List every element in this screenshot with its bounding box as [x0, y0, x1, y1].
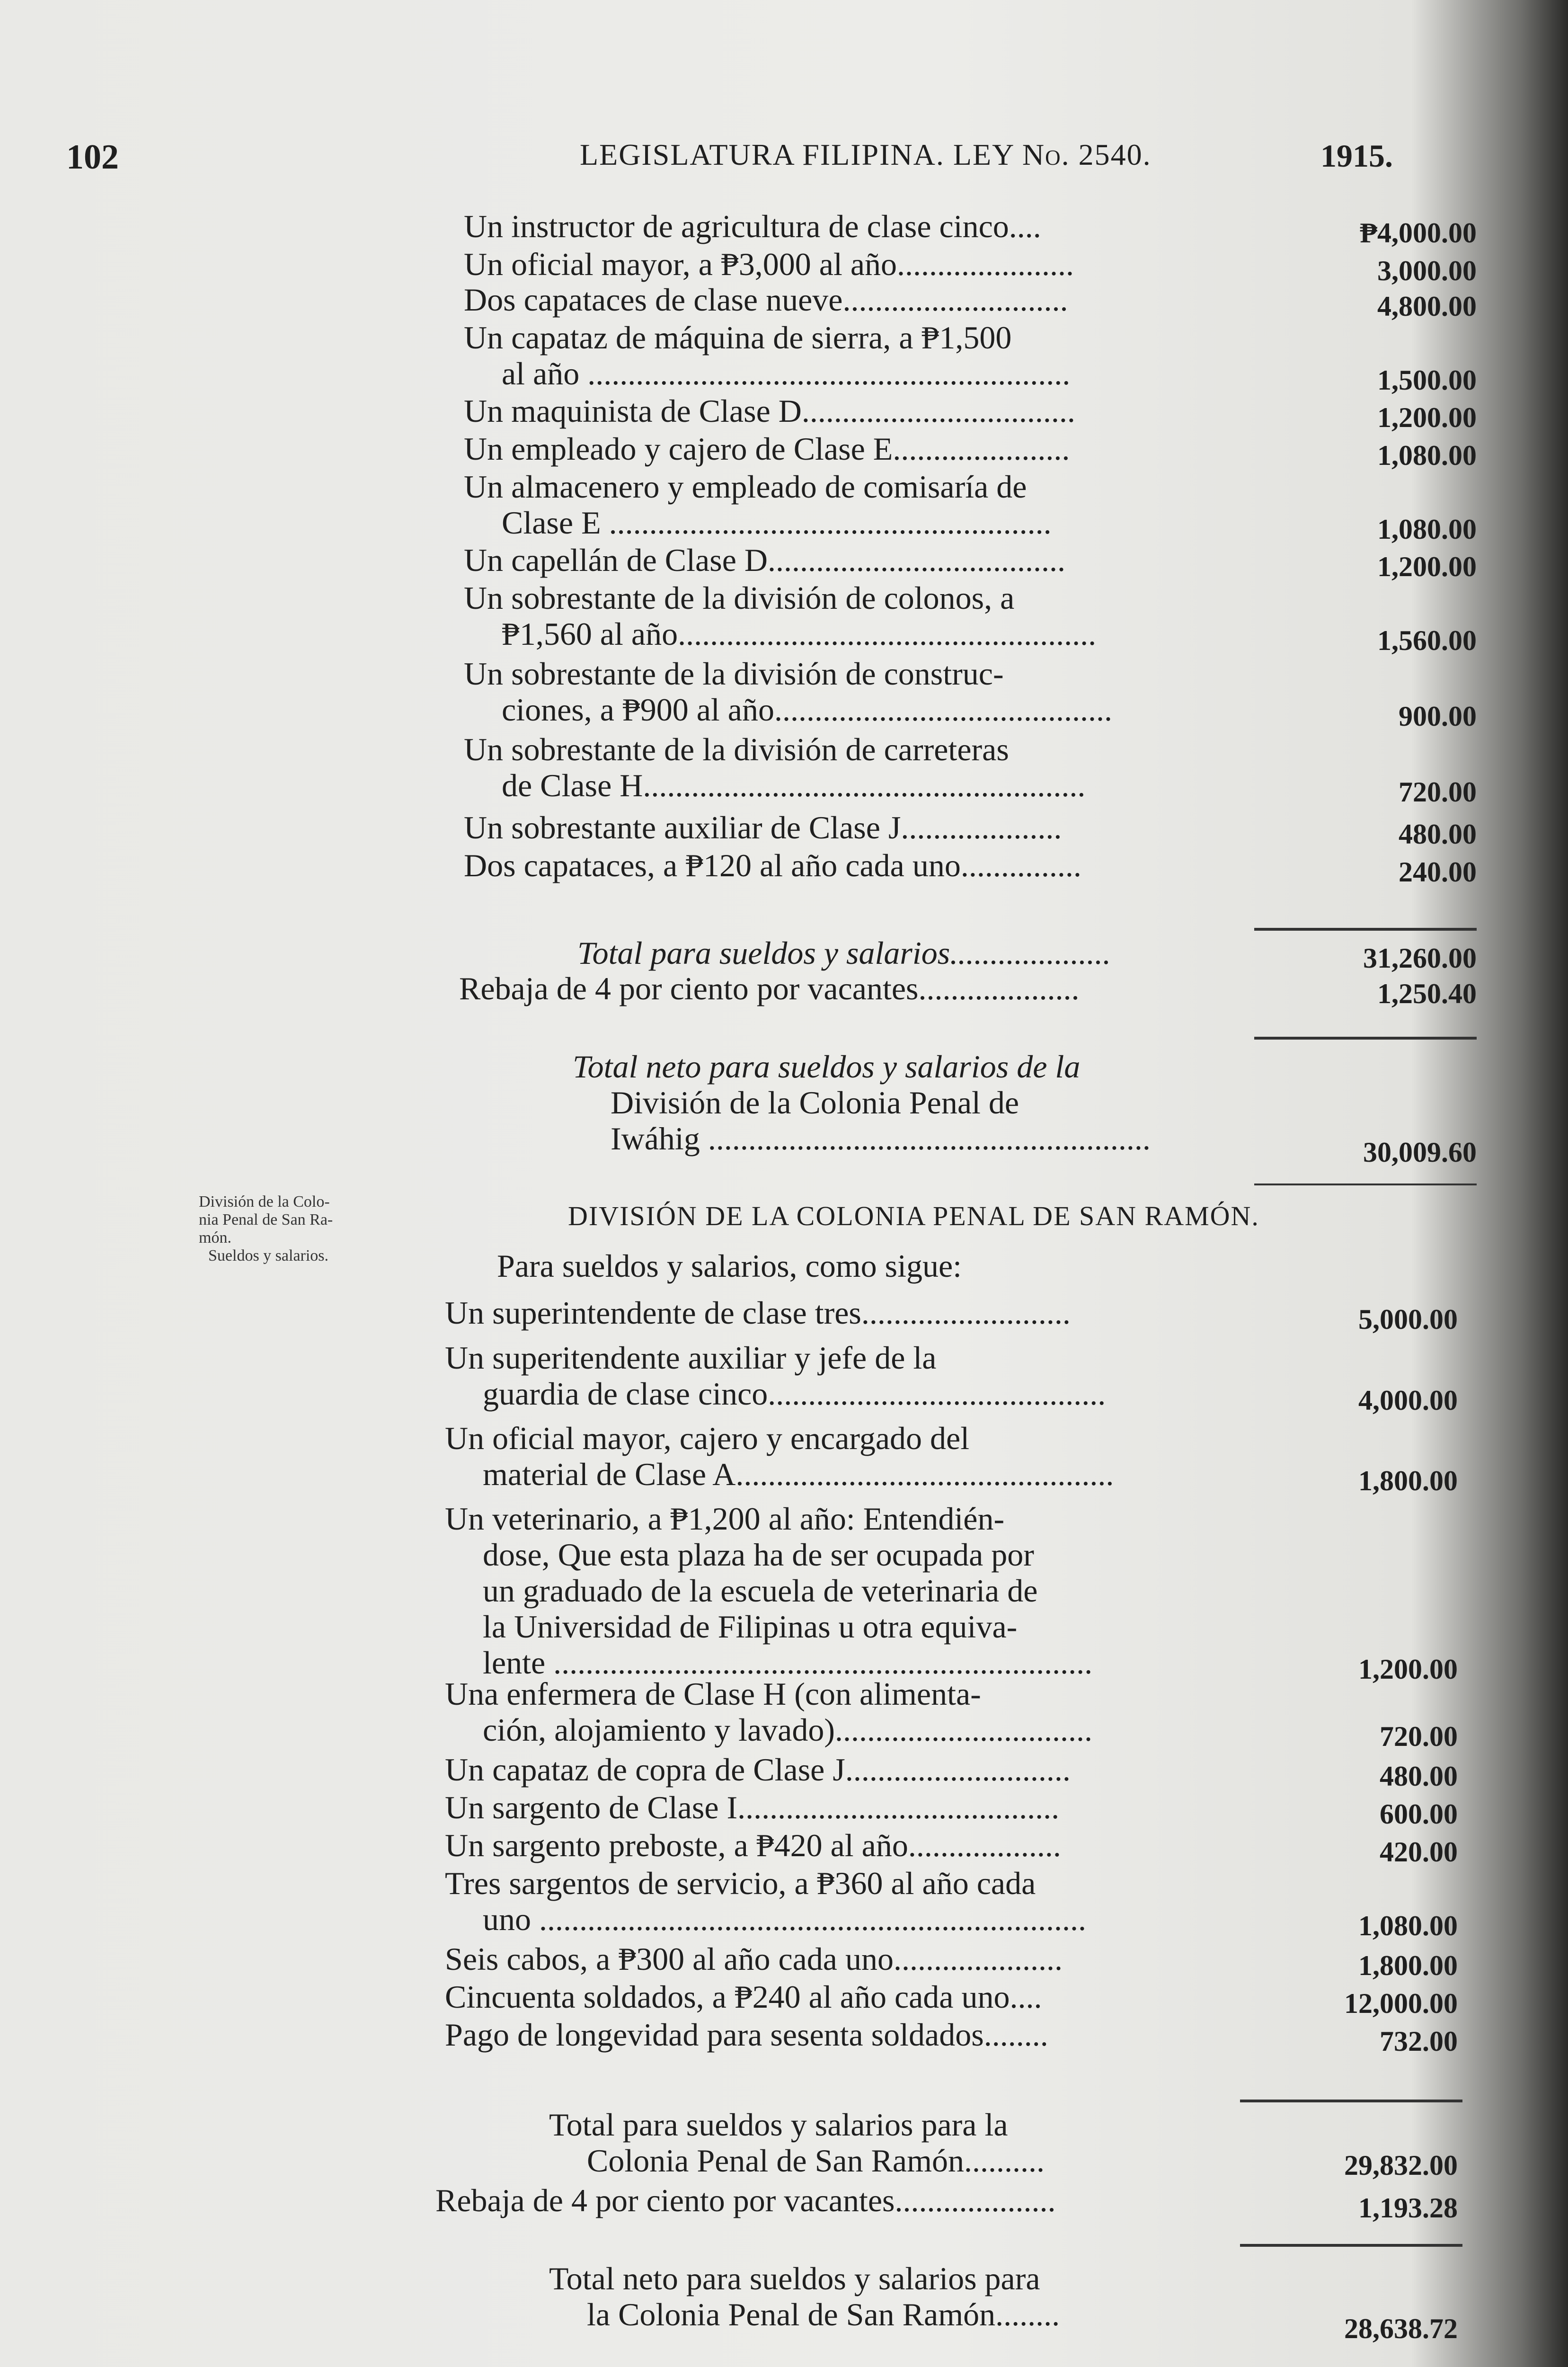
net-rule: [1254, 1037, 1477, 1040]
line-item-text: material de Clase A...............................................: [483, 1456, 1114, 1492]
line-item: [445, 1420, 1249, 1492]
line-item: [445, 2017, 1249, 2053]
iwahig-total-amount: 31,260.00: [1363, 943, 1477, 974]
line-item: [464, 580, 1268, 652]
line-item-text: guardia de clase cinco..........................................: [483, 1376, 1106, 1412]
line-item-text: Dos capataces, a ₱120 al año cada uno...............: [464, 847, 1081, 883]
line-item: [464, 282, 1268, 318]
sr-net-rule: [1240, 2244, 1462, 2247]
line-item-amount: ₱4,000.00: [1360, 217, 1477, 249]
line-item-text: dose, Que esta plaza ha de ser ocupada por: [483, 1537, 1034, 1573]
line-item: [445, 1676, 1249, 1748]
line-item-text: ciones, a ₱900 al año..........................................: [502, 692, 1112, 728]
line-item-text: Pago de longevidad para sesenta soldados........: [445, 2017, 1048, 2053]
line-item-text: Un oficial mayor, a ₱3,000 al año......................: [464, 246, 1074, 282]
line-item-amount: 732.00: [1380, 2026, 1458, 2057]
line-item: [464, 656, 1268, 728]
line-item-text: Un instructor de agricultura de clase cinco....: [464, 208, 1041, 244]
line-item: [464, 246, 1268, 282]
line-item-amount: 1,800.00: [1358, 1465, 1458, 1496]
line-item-text: Un superintendente de clase tres..........................: [445, 1295, 1071, 1331]
line-item: [445, 1501, 1249, 1681]
line-item-text: Un capellán de Clase D.....................................: [464, 542, 1065, 578]
line-item-text: la Universidad de Filipinas u otra equiva-: [483, 1609, 1018, 1645]
line-item-text: Un capataz de máquina de sierra, a ₱1,500: [464, 320, 1012, 356]
section-rule: [1254, 1184, 1477, 1185]
line-item-text: Un sargento preboste, a ₱420 al año...................: [445, 1827, 1061, 1863]
line-item-amount: 600.00: [1380, 1798, 1458, 1830]
line-item-text: Un sobrestante de la división de colonos, a: [464, 580, 1015, 616]
sr-total-label: Total para sueldos y salarios para la Colonia Penal de San Ramón..........: [549, 2107, 1045, 2179]
line-item-text: Un sobrestante auxiliar de Clase J....................: [464, 810, 1062, 845]
line-item-amount: 240.00: [1399, 856, 1477, 888]
line-item: [445, 1941, 1249, 1977]
line-item-text: uno ....................................................................: [483, 1901, 1086, 1937]
line-item-amount: 1,080.00: [1377, 440, 1477, 471]
line-item-text: Un almacenero y empleado de comisaría de: [464, 469, 1027, 505]
line-item-text: Un superitendente auxiliar y jefe de la: [445, 1340, 937, 1376]
sr-total-rule: [1240, 2100, 1462, 2102]
line-item-text: lente ...................................................................: [483, 1645, 1093, 1681]
line-item: [445, 1340, 1249, 1412]
line-item-amount: 1,500.00: [1377, 365, 1477, 396]
line-item-text: Un veterinario, a ₱1,200 al año: Entendién-: [445, 1501, 1005, 1537]
iwahig-net-amount: 30,009.60: [1363, 1137, 1477, 1168]
line-item-text: ción, alojamiento y lavado)................................: [483, 1712, 1092, 1748]
line-item-text: Un capataz de copra de Clase J............................: [445, 1752, 1071, 1788]
line-item: [445, 1295, 1249, 1331]
line-item: [464, 320, 1268, 392]
iwahig-rebaja-amount: 1,250.40: [1377, 978, 1477, 1009]
line-item-amount: 1,800.00: [1358, 1950, 1458, 1981]
line-item-amount: 480.00: [1399, 819, 1477, 850]
line-item: [464, 810, 1268, 845]
sr-rebaja-label: Rebaja de 4 por ciento por vacantes....................: [435, 2182, 1056, 2218]
line-item-text: Un oficial mayor, cajero y encargado del: [445, 1420, 970, 1456]
line-item-amount: 12,000.00: [1344, 1988, 1458, 2019]
line-item: [464, 731, 1268, 803]
page-number: 102: [66, 138, 119, 177]
line-item-text: de Clase H.......................................................: [502, 767, 1086, 803]
sr-rebaja-amount: 1,193.28: [1358, 2192, 1458, 2224]
line-item: [445, 1752, 1249, 1788]
line-item-amount: 4,800.00: [1377, 291, 1477, 322]
line-item: [464, 847, 1268, 883]
iwahig-rebaja-label: Rebaja de 4 por ciento por vacantes....................: [459, 970, 1080, 1006]
line-item-text: ₱1,560 al año....................................................: [502, 616, 1097, 652]
line-item-amount: 720.00: [1380, 1721, 1458, 1752]
line-item-text: Tres sargentos de servicio, a ₱360 al año cada: [445, 1865, 1036, 1901]
line-item: [464, 469, 1268, 541]
line-item-text: al año ............................................................: [502, 356, 1071, 392]
line-item-amount: 4,000.00: [1358, 1385, 1458, 1416]
page-header: [66, 137, 1429, 185]
sr-total-amount: 29,832.00: [1344, 2150, 1458, 2181]
line-item: [445, 1865, 1249, 1937]
line-item-text: Seis cabos, a ₱300 al año cada uno.....................: [445, 1941, 1063, 1977]
iwahig-total-label: Total para sueldos y salarios....................: [577, 935, 1111, 971]
line-item-amount: 1,200.00: [1377, 402, 1477, 433]
line-item-amount: 1,080.00: [1377, 514, 1477, 545]
line-item-text: Un empleado y cajero de Clase E......................: [464, 431, 1070, 467]
line-item: [464, 208, 1268, 244]
line-item-text: Dos capataces de clase nueve............................: [464, 282, 1068, 318]
running-title: LEGISLATURA FILIPINA. LEY No. 2540.: [580, 138, 1152, 171]
line-item-amount: 3,000.00: [1377, 255, 1477, 286]
line-item: [445, 1979, 1249, 2015]
line-item-amount: 1,080.00: [1358, 1910, 1458, 1941]
sr-net-label: Total neto para sueldos y salarios para la Colonia Penal de San Ramón........: [549, 2260, 1060, 2332]
line-item-text: Un sobrestante de la división de construc-: [464, 656, 1004, 692]
line-item-amount: 1,200.00: [1358, 1654, 1458, 1685]
line-item: [464, 393, 1268, 429]
line-item-text: Un sargento de Clase I........................................: [445, 1789, 1060, 1825]
iwahig-net-label: Total neto para sueldos y salarios de la División de la Colonia Penal de Iwáhig .......................................................: [573, 1049, 1151, 1157]
line-item: [445, 1827, 1249, 1863]
line-item-text: Una enfermera de Clase H (con alimenta-: [445, 1676, 981, 1712]
line-item-text: Un maquinista de Clase D..................................: [464, 393, 1075, 429]
total-rule: [1254, 928, 1477, 931]
line-item-amount: 5,000.00: [1358, 1304, 1458, 1335]
sr-net-amount: 28,638.72: [1344, 2313, 1458, 2344]
line-item-amount: 900.00: [1399, 701, 1477, 732]
line-item: [445, 1789, 1249, 1825]
line-item-text: Un sobrestante de la división de carreteras: [464, 731, 1009, 767]
margin-note: División de la Colo- nia Penal de San Ra- món. Sueldos y salarios.: [199, 1193, 333, 1264]
section-title: DIVISIÓN DE LA COLONIA PENAL DE SAN RAMÓN.: [568, 1201, 1259, 1231]
line-item-text: Cincuenta soldados, a ₱240 al año cada uno....: [445, 1979, 1042, 2015]
line-item-amount: 1,200.00: [1377, 551, 1477, 582]
section-intro: Para sueldos y salarios, como sigue:: [497, 1248, 962, 1284]
line-item: [464, 542, 1268, 578]
line-item-amount: 420.00: [1380, 1836, 1458, 1868]
line-item-text: un graduado de la escuela de veterinaria de: [483, 1573, 1038, 1609]
line-item: [464, 431, 1268, 467]
line-item-amount: 1,560.00: [1377, 625, 1477, 656]
line-item-text: Clase E .......................................................: [502, 505, 1052, 541]
line-item-amount: 480.00: [1380, 1761, 1458, 1792]
line-item-amount: 720.00: [1399, 776, 1477, 808]
header-year: 1915.: [1320, 138, 1393, 174]
